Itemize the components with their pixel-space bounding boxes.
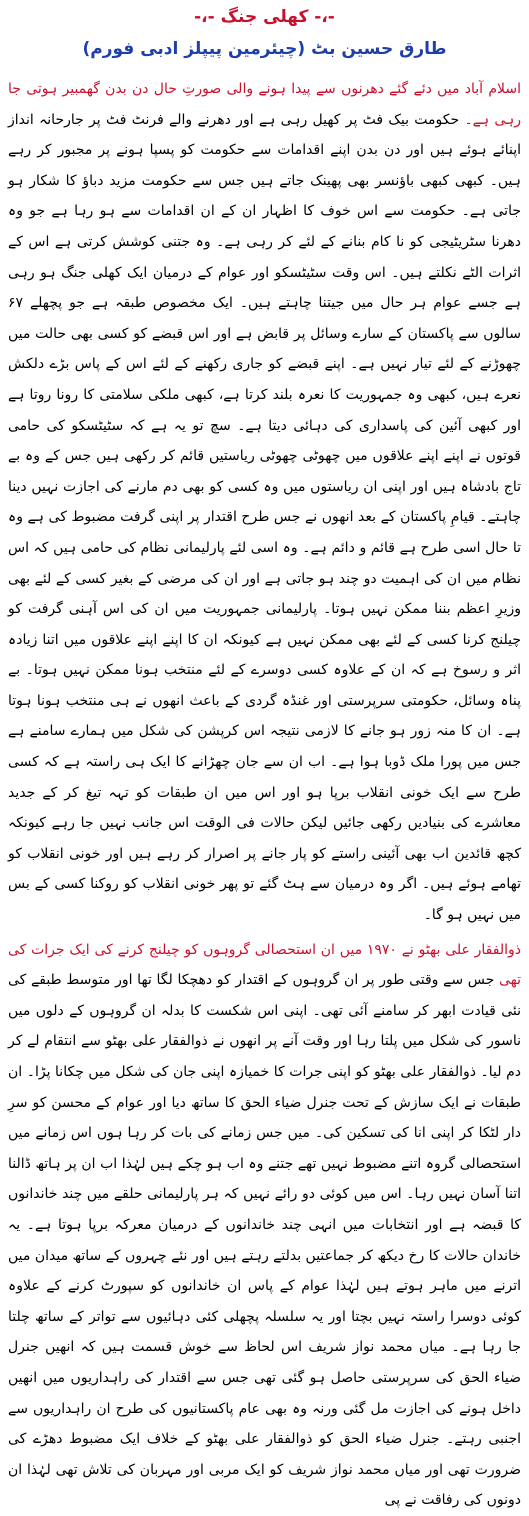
column-title: -،- کھلی جنگ -،- [194, 7, 335, 27]
paragraph-1-body: حکومت بیک فٹ پر کھیل رہی ہے اور دھرنے والے فرنٹ فٹ پر جارحانہ انداز اپنائے ہوئے ہیں اور دن بدن اپنے اقدامات سے حکومت کو پسپا ہونے پر مجبور کر رہے ہیں۔ کبھی کبھی باؤنسر بھی پھینک جاتے ہیں جس سے حکومت مزید دباؤ کا شکار ہو جاتی ہے۔ حکومت سے اس خوف کا اظہار ان کے ان اقدامات سے ہو رہا ہے جو وہ دھرنا سٹریٹیجی کو نا کام بنانے کے لئے کر رہی ہے۔ وہ جتنی کوشش کرتی ہے اس کے اثرات الٹے نکلتے ہیں۔ اس وقت سٹیٹسکو اور عوام کے درمیان ایک کھلی جنگ ہو رہی ہے جسے عوام ہر حال میں جیتنا چاہتے ہیں۔ ایک مخصوص طبقہ ہے جو پچھلے ۶۷ سالوں سے پاکستان کے سارے وسائل پر قابض ہے اور اس قبضے کو کسی بھی حالت میں چھوڑنے کے لئے تیار نہیں ہے۔ اپنے قبضے کو جاری رکھنے کے لئے اس کے پاس بڑے دلکش نعرے ہیں، کبھی وہ جمہوریت کا نعرہ بلند کرتا ہے، کبھی ملکی سلامتی کا رونا روتا ہے اور کبھی آئین کی پاسداری کی دہائی دیتا ہے۔ سچ تو یہ ہے کہ سٹیٹسکو کی حامی قوتوں نے اپنے اپنے علاقوں میں چھوٹی چھوٹی ریاستیں قائم کر رکھی ہیں جس کے وہ بے تاج بادشاہ ہیں اور اپنی ان ریاستوں میں وہ کسی کو بھی دم مارنے کی اجازت نہیں دینا چاہتے۔ قیامِ پاکستان کے بعد انھوں نے جس طرح اقتدار پر اپنی گرفت مضبوط کی ہے وہ تا حال اسی طرح ہے قائم و دائم ہے۔ وہ اسی لئے پارلیمانی نظام کی حامی ہیں کہ اس نظام میں ان کی اہمیت دو چند ہو جاتی ہے اور ان کی مرضی کے بغیر کسی کے لئے بھی وزیرِ اعظم بننا ممکن نہیں ہوتا۔ پارلیمانی جمہوریت میں ان کی اس آہنی گرفت کو چیلنج کرنا کسی کے لئے بھی ممکن نہیں ہے کیونکہ ان کا اپنے اپنے علاقوں میں اتنا زیادہ اثر و رسوخ ہے کہ ان کے علاوہ کسی دوسرے کے لئے منتخب ہونا ممکن نہیں ہوتا۔ بے پناہ وسائل، حکومتی سرپرستی اور غنڈہ گردی کے باعث انھوں نے ہی منتخب ہونا ہوتا ہے۔ ان کا منہ زور ہو جانے کا لازمی نتیجہ اس کرپشن کی شکل میں ہمارے سامنے ہے جس میں پورا ملک ڈوبا ہوا ہے۔ اب ان سے جان چھڑانے کا ایک ہی راستہ ہے کہ کسی طرح سے ایک خونی انقلاب برپا ہو اور اس میں ان طبقات کو تہہ تیغ کر کے جدید معاشرے کی بنیادیں رکھی جائیں لیکن حالات فی الوقت اس جانب نہیں جا رہے کیونکہ کچھ قائدین اب بھی آئینی راستے کو پار جانے پر اصرار کر رہے ہیں اور خونی انقلاب کو تھامے ہوئے ہیں۔ اگر وہ درمیان سے ہٹ گئے تو پھر خونی انقلاب کو روکنا کسی کے بس میں نہیں ہو گا۔ [8, 111, 521, 924]
paragraph-2 [8, 935, 521, 1516]
paragraph-1-lead: اسلام آباد میں دئے گئے دھرنوں سے پیدا ہونے والی صورتِ حال دن بدن گھمبیر ہوتی جا رہی ہے۔ [8, 81, 521, 128]
article-body [8, 74, 521, 1516]
paragraph-2-body: جس سے وقتی طور پر ان گروہوں کے اقتدار کو دھچکا لگا تھا اور متوسط طبقے کی نئی قیادت ابھر کر سامنے آئی تھی۔ اپنی اس شکست کا بدلہ ان گروہوں کے دلوں میں ناسور کی شکل میں پلتا رہا اور وقت آنے پر انھوں نے ذوالفقار علی بھٹو سے انتقام لے کر دم لیا۔ ذوالفقار علی بھٹو کو اپنی جرات کا خمیازہ اپنی جان کی شکل میں چکانا پڑا۔ ان طبقات نے ایک سازش کے تحت جنرل ضیاء الحق کا ساتھ دیا اور عوام کے محسن کو سرِ دار لٹکا کر اپنی انا کی تسکین کی۔ میں جس زمانے کی بات کر رہا ہوں اس زمانے میں استحصالی گروہ اتنے مضبوط نہیں تھے جتنے وہ اب ہو چکے ہیں لہٰذا اب ان پر ہاتھ ڈالنا اتنا آسان نہیں رہا۔ اس میں کوئی دو رائے نہیں کہ ہر پارلیمانی حلقے میں چند خاندانوں کا قبضہ ہے اور انتخابات میں انہی چند خاندانوں کے درمیان معرکہ برپا ہوتا ہے۔ یہ خاندان حالات کا رخ دیکھ کر جماعتیں بدلتے رہتے ہیں اور نئے چہروں کے ساتھ میدان میں اترنے میں ماہر ہوتے ہیں لہٰذا عوام کے پاس ان خاندانوں کو سپورٹ کرنے کے علاوہ کوئی دوسرا راستہ نہیں بچتا اور یہ سلسلہ پچھلی کئی دہائیوں سے تواتر کے ساتھ چلتا جا رہا ہے۔ میاں محمد نواز شریف اس لحاظ سے خوش قسمت ہیں کہ انھیں جنرل ضیاء الحق کی سرپرستی حاصل ہو گئی تھی جس سے اقتدار کی راہداریوں میں انھیں داخل ہونے کی اجازت مل گئی ورنہ وہ بھی عام پاکستانیوں کی طرح ان راہداریوں سے اجنبی رہتے۔ جنرل ضیاء الحق کو ذوالفقار علی بھٹو کے خلاف ایک مضبوط دھڑے کی ضرورت تھی اور میاں محمد نواز شریف کو ایک مربی اور مہربان کی تلاش تھی لہٰذا ان دونوں کی رفاقت نے پی [8, 972, 521, 1509]
paragraph-2-lead: ذوالفقار علی بھٹو نے ۱۹۷۰ میں ان استحصالی گروہوں کو چیلنج کرنے کی ایک جرات کی تھی [8, 941, 521, 989]
author-byline: طارق حسین بٹ (چیئرمین پیپلز ادبی فورم) [82, 39, 447, 59]
paragraph-1 [8, 74, 521, 931]
